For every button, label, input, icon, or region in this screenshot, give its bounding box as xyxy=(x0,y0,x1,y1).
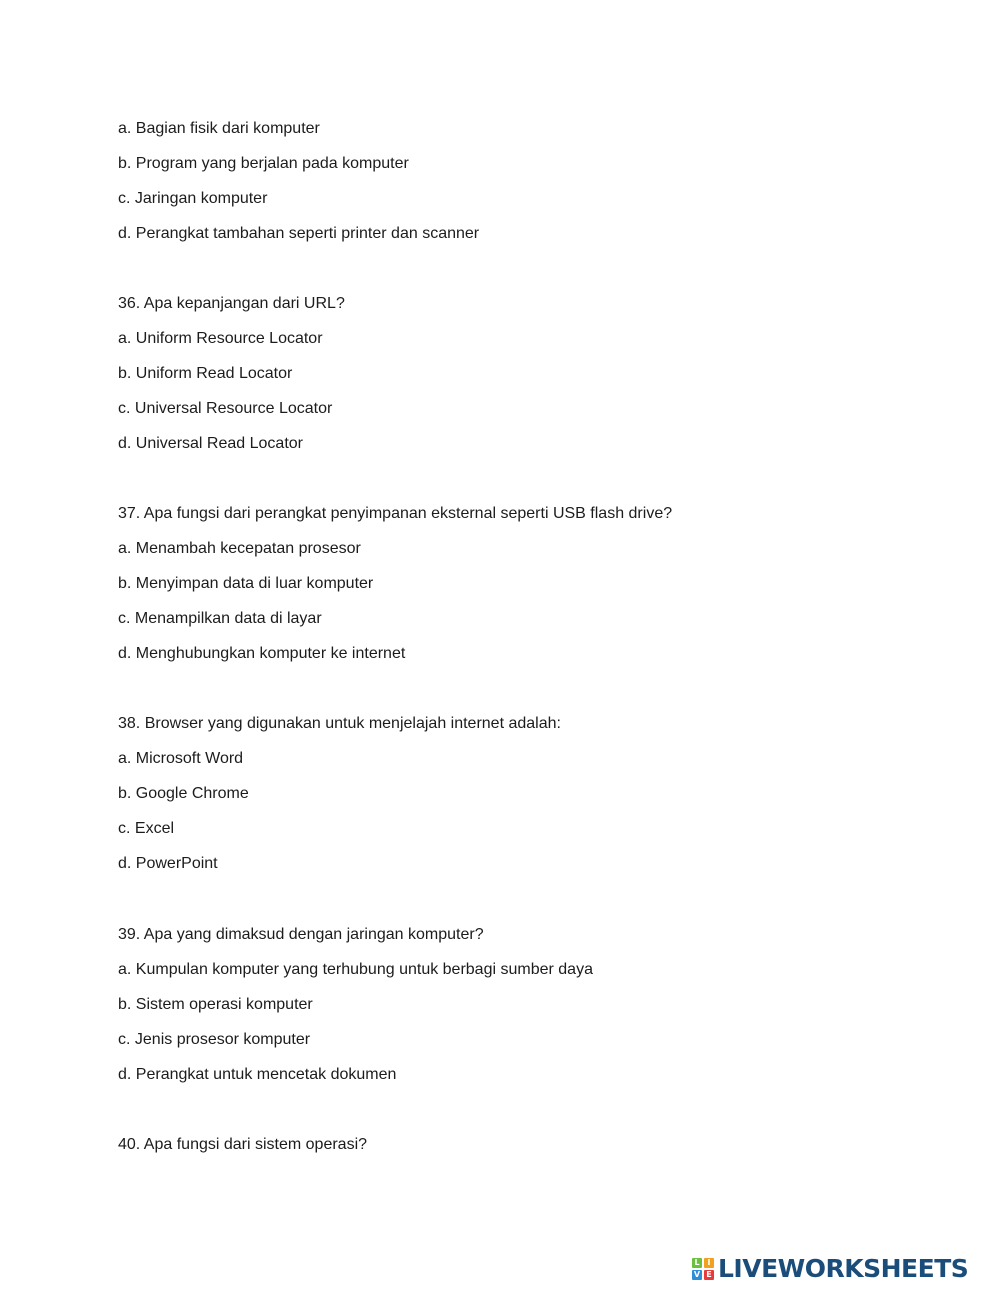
question-text: 38. Browser yang digunakan untuk menjelajah internet adalah: xyxy=(118,715,561,732)
option-text: d. Universal Read Locator xyxy=(118,435,303,452)
question-text: 37. Apa fungsi dari perangkat penyimpanan eksternal seperti USB flash drive? xyxy=(118,505,673,522)
question-text: 36. Apa kepanjangan dari URL? xyxy=(118,295,345,312)
option-text: d. Perangkat tambahan seperti printer dan scanner xyxy=(118,225,480,242)
option-text: c. Menampilkan data di layar xyxy=(118,610,322,627)
option-text: a. Bagian fisik dari komputer xyxy=(118,120,320,137)
logo-letter-i: I xyxy=(704,1258,714,1268)
option-text: b. Menyimpan data di luar komputer xyxy=(118,575,374,592)
logo-letter-v: V xyxy=(693,1270,701,1279)
logo-letter-l: L xyxy=(692,1258,702,1268)
question-text: 39. Apa yang dimaksud dengan jaringan komputer? xyxy=(118,926,484,943)
option-text: b. Uniform Read Locator xyxy=(118,365,293,382)
option-text: a. Menambah kecepatan prosesor xyxy=(118,540,361,557)
logo-letter-e: E xyxy=(704,1270,714,1280)
question-text: 40. Apa fungsi dari sistem operasi? xyxy=(118,1136,368,1153)
option-text: a. Uniform Resource Locator xyxy=(118,330,323,347)
option-text: b. Sistem operasi komputer xyxy=(118,996,313,1013)
option-text: d. PowerPoint xyxy=(118,855,218,872)
option-text: a. Kumpulan komputer yang terhubung untuk berbagi sumber daya xyxy=(118,961,593,978)
option-text: d. Perangkat untuk mencetak dokumen xyxy=(118,1066,397,1083)
logo-text: LIVEWORKSHEETS xyxy=(718,1254,969,1283)
option-text: c. Universal Resource Locator xyxy=(118,400,333,417)
option-text: a. Microsoft Word xyxy=(118,750,244,767)
option-text: d. Menghubungkan komputer ke internet xyxy=(118,645,406,662)
option-text: b. Program yang berjalan pada komputer xyxy=(118,155,409,172)
option-text: c. Jenis prosesor komputer xyxy=(118,1031,311,1048)
logo-mark-icon xyxy=(692,1258,714,1280)
option-text: c. Jaringan komputer xyxy=(118,190,268,207)
liveworksheets-logo xyxy=(692,1256,968,1282)
option-text: b. Google Chrome xyxy=(118,785,249,802)
option-text: c. Excel xyxy=(118,820,175,837)
